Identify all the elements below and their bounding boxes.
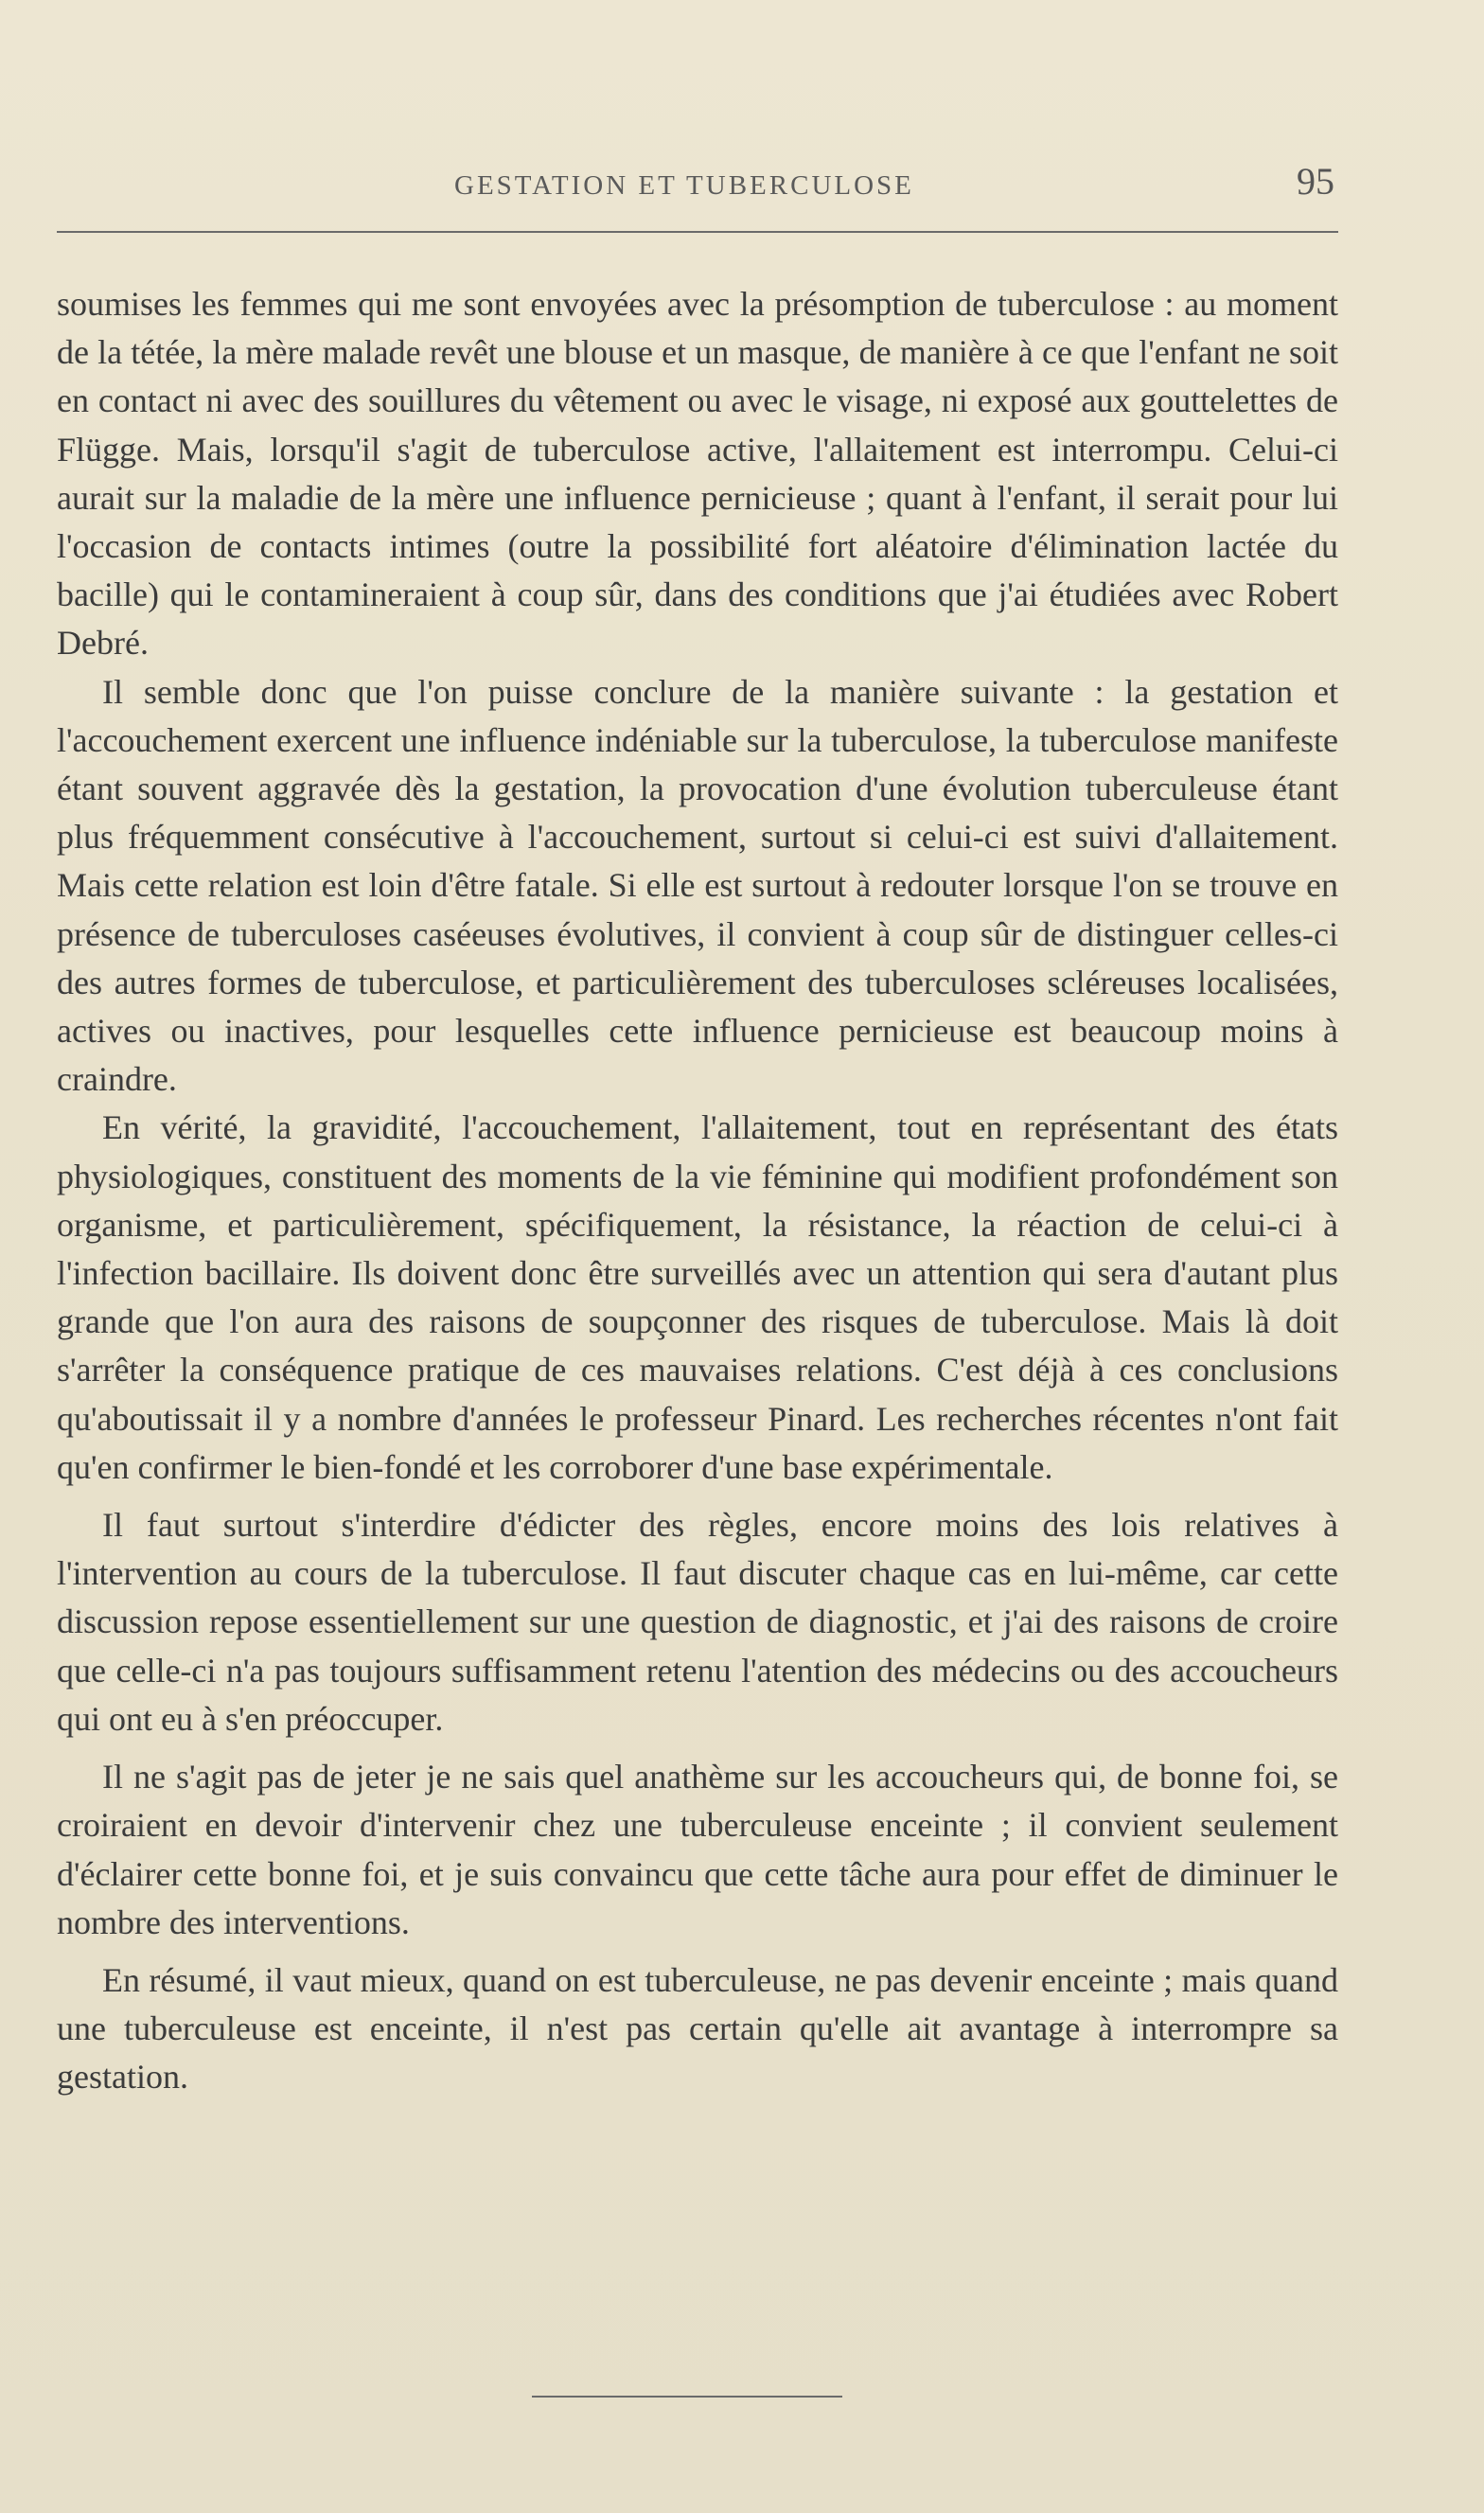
page-number: 95	[1297, 160, 1334, 203]
body-text	[57, 280, 1338, 2102]
paragraph-4: Il faut surtout s'interdire d'édicter des règles, encore moins des lois relatives à l'intervention au cours de la tuberculose. Il faut discuter chaque cas en lui-même, car cette discussion repose essentiellement sur une question de diagnostic, et j'ai des raisons de croire que celle-ci n'a pas toujours suffisamment retenu l'atention des médecins ou des accoucheurs qui ont eu à s'en préoccuper.	[57, 1506, 1338, 1738]
paragraph-1: soumises les femmes qui me sont envoyées avec la présomption de tuberculose : au moment de la tétée, la mère malade revêt une blouse et un masque, de manière à ce que l'enfant ne soit en contact ni avec des souillures du vêtement ou avec le visage, ni exposé aux gouttelettes de Flügge. Mais, lorsqu'il s'agit de tuberculose active, l'allaitement est interrompu. Celui-ci aurait sur la maladie de la mère une influence pernicieuse ; quant à l'enfant, il serait pour lui l'occasion de contacts intimes (outre la possibilité fort aléatoire d'élimination lactée du bacille) qui le contamineraient à coup sûr, dans des conditions que j'ai étudiées avec Robert Debré.	[57, 285, 1338, 663]
end-rule	[532, 2396, 842, 2398]
paragraph-5: Il ne s'agit pas de jeter je ne sais quel anathème sur les accoucheurs qui, de bonne foi, se croiraient en devoir d'intervenir chez une tuberculeuse enceinte ; il convient seulement d'éclairer cette bonne foi, et je suis convaincu que cette tâche aura pour effet de diminuer le nombre des interventions.	[57, 1758, 1338, 1941]
paragraph-6: En résumé, il vaut mieux, quand on est tuberculeuse, ne pas devenir enceinte ; mais quand une tuberculeuse est enceinte, il n'est pas certain qu'elle ait avantage à interrompre sa gestation.	[57, 1960, 1338, 2097]
paragraph-2: Il semble donc que l'on puisse conclure de la manière suivante : la gestation et l'accouchement exercent une influence indéniable sur la tuberculose, la tuberculose manifeste étant souvent aggravée dès la gestation, la provocation d'une évolution tuberculeuse étant plus fréquemment consécutive à l'accouchement, surtout si celui-ci est suivi d'allaitement. Mais cette relation est loin d'être fatale. Si elle est surtout à redouter lorsque l'on se trouve en présence de tuberculoses caséeuses évolutives, il convient à coup sûr de distinguer celles-ci des autres formes de tuberculose, et particulièrement des tuberculoses scléreuses localisées, actives ou inactives, pour lesquelles cette influence pernicieuse est beaucoup moins à craindre.	[57, 672, 1338, 1099]
header-rule	[57, 231, 1338, 233]
page-header	[57, 159, 1338, 216]
paragraph-3: En vérité, la gravidité, l'accouchement, l'allaitement, tout en représentant des états physiologiques, constituent des moments de la vie féminine qui modifient profondément son organisme, et particulièrement, spécifiquement, la résistance, la réaction de celui-ci à l'infection bacillaire. Ils doivent donc être surveillés avec un attention qui sera d'autant plus grande que l'on aura des raisons de soupçonner des risques de tuberculose. Mais là doit s'arrêter la conséquence pratique de ces mauvaises relations. C'est déjà à ces conclusions qu'aboutissait il y a nombre d'années le professeur Pinard. Les recherches récentes n'ont fait qu'en confirmer le bien-fondé et les corroborer d'une base expérimentale.	[57, 1108, 1338, 1486]
running-title: GESTATION ET TUBERCULOSE	[454, 170, 914, 201]
